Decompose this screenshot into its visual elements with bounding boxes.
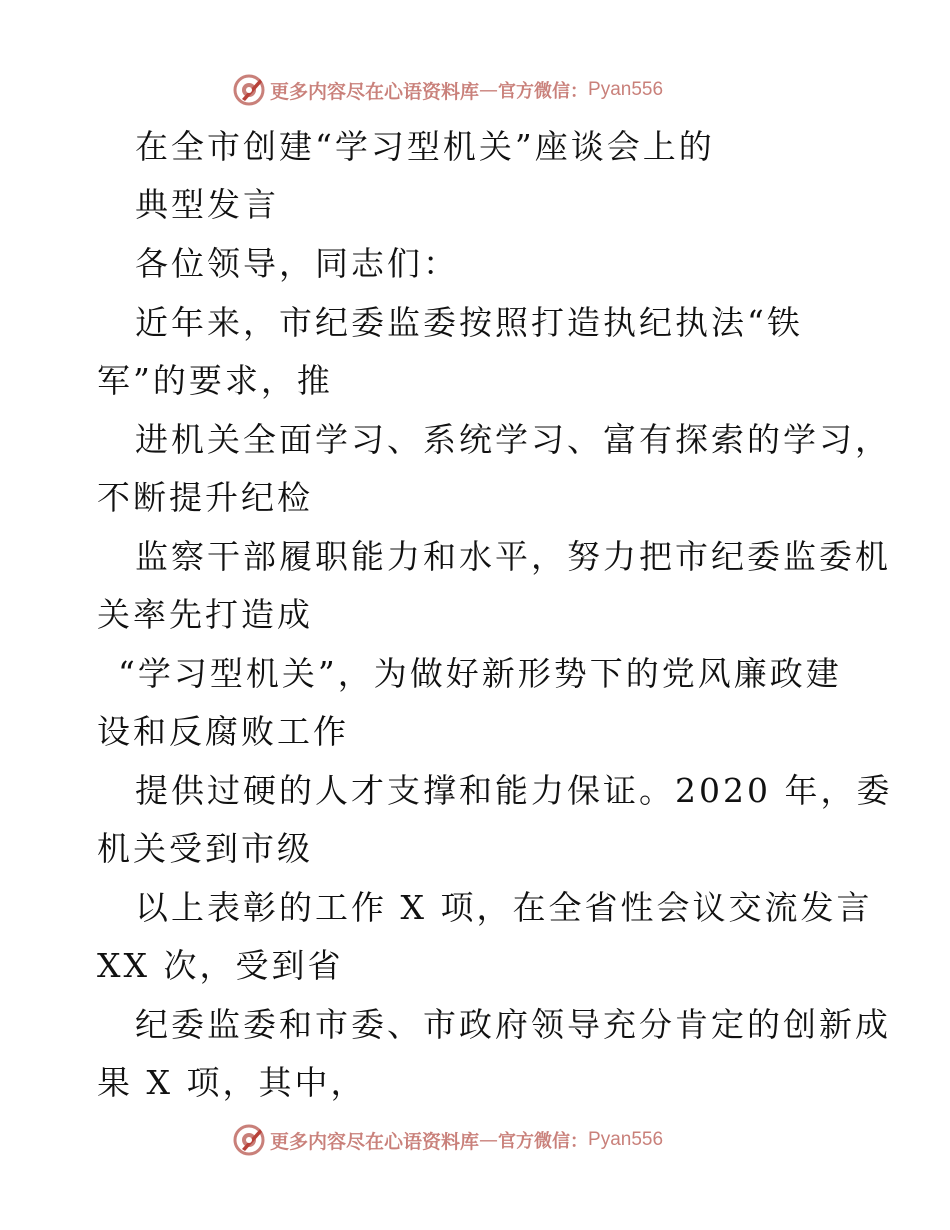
paragraph-line: 近年来，市纪委监委按照打造执纪执法“铁 — [135, 303, 803, 342]
watermark-official-label: 官方微信： — [498, 1131, 589, 1152]
paragraph-line: 监察干部履职能力和水平，努力把市纪委监委机 — [135, 537, 891, 576]
paragraph-line: 关率先打造成 — [97, 595, 313, 634]
paragraph-line: “学习型机关”，为做好新形势下的党风廉政建 — [118, 654, 842, 693]
watermark-brand: 更多内容尽在心语资料库 — [270, 80, 480, 103]
watermark-separator: — — [479, 79, 499, 101]
quill-logo-icon — [232, 1123, 266, 1157]
paragraph-line: 提供过硬的人才支撑和能力保证。2020 年，委 — [135, 771, 893, 810]
watermark-wechat-id: Pyan556 — [588, 1129, 664, 1150]
paragraph-line: XX 次，受到省 — [97, 946, 344, 985]
paragraph-line: 果 X 项，其中， — [97, 1063, 367, 1102]
watermark-wechat-id: Pyan556 — [588, 79, 664, 100]
paragraph-line: 设和反腐败工作 — [97, 712, 349, 751]
quill-logo-icon — [232, 73, 266, 107]
document-title-line-1: 在全市创建“学习型机关”座谈会上的 — [135, 127, 715, 166]
watermark-official-label: 官方微信： — [498, 81, 589, 102]
watermark-separator: — — [479, 1129, 499, 1151]
paragraph-line: 不断提升纪检 — [97, 478, 313, 517]
paragraph-line: 机关受到市级 — [97, 829, 313, 868]
paragraph-line: 军”的要求，推 — [97, 361, 333, 400]
watermark-brand: 更多内容尽在心语资料库 — [270, 1130, 480, 1153]
salutation: 各位领导，同志们： — [135, 244, 459, 283]
document-title-line-2: 典型发言 — [135, 185, 279, 224]
paragraph-line: 进机关全面学习、系统学习、富有探索的学习， — [135, 420, 891, 459]
paragraph-line: 以上表彰的工作 X 项，在全省性会议交流发言 — [135, 888, 873, 927]
watermark-header — [232, 73, 663, 107]
paragraph-line: 纪委监委和市委、市政府领导充分肯定的创新成 — [135, 1005, 891, 1044]
watermark-footer — [232, 1123, 663, 1157]
